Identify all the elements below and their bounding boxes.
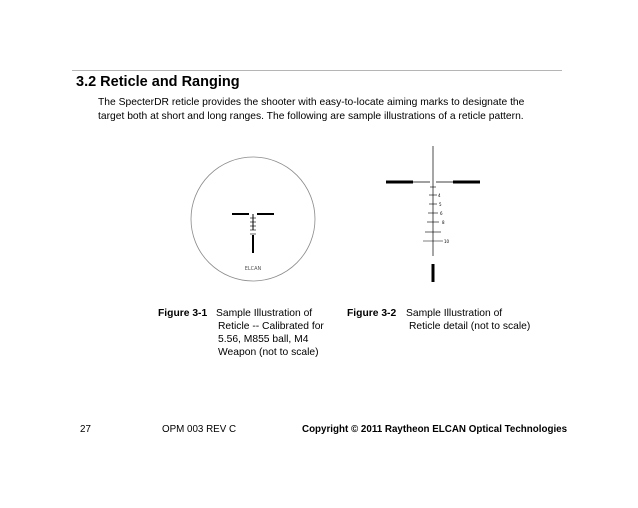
- range-label: 8: [442, 220, 445, 225]
- caption-line: Sample Illustration of: [216, 308, 313, 319]
- range-label: 6: [440, 211, 443, 216]
- range-label: 10: [444, 239, 450, 244]
- figure-3-1-reticle: [188, 154, 318, 284]
- range-label: 4: [438, 193, 441, 198]
- copyright-notice: Copyright © 2011 Raytheon ELCAN Optical Technologies: [302, 424, 568, 435]
- figure-number: Figure 3-2: [347, 308, 397, 319]
- document-id: OPM 003 REV C: [162, 424, 237, 435]
- caption-line: Weapon (not to scale): [218, 347, 319, 358]
- heading-rule: [72, 70, 562, 71]
- figure-number: Figure 3-1: [158, 308, 208, 319]
- intro-line: target both at short and long ranges. The following are sample illustrations of a reticle pattern.: [98, 111, 524, 122]
- figure-3-2-reticle-detail: [380, 144, 484, 286]
- range-label: 5: [439, 202, 442, 207]
- caption-line: Sample Illustration of: [406, 308, 503, 319]
- intro-paragraph: [98, 96, 568, 124]
- figure-3-1-caption: [158, 307, 348, 367]
- caption-line: Reticle -- Calibrated for: [218, 321, 324, 332]
- elcan-mark: ELCAN: [244, 266, 262, 272]
- caption-line: Reticle detail (not to scale): [409, 321, 531, 332]
- section-heading: 3.2 Reticle and Ranging: [76, 74, 240, 90]
- intro-line: The SpecterDR reticle provides the shooter with easy-to-locate aiming marks to designate the: [98, 97, 525, 108]
- figure-3-2-caption: [347, 307, 567, 337]
- caption-line: 5.56, M855 ball, M4: [218, 334, 309, 345]
- page-number: 27: [80, 424, 91, 435]
